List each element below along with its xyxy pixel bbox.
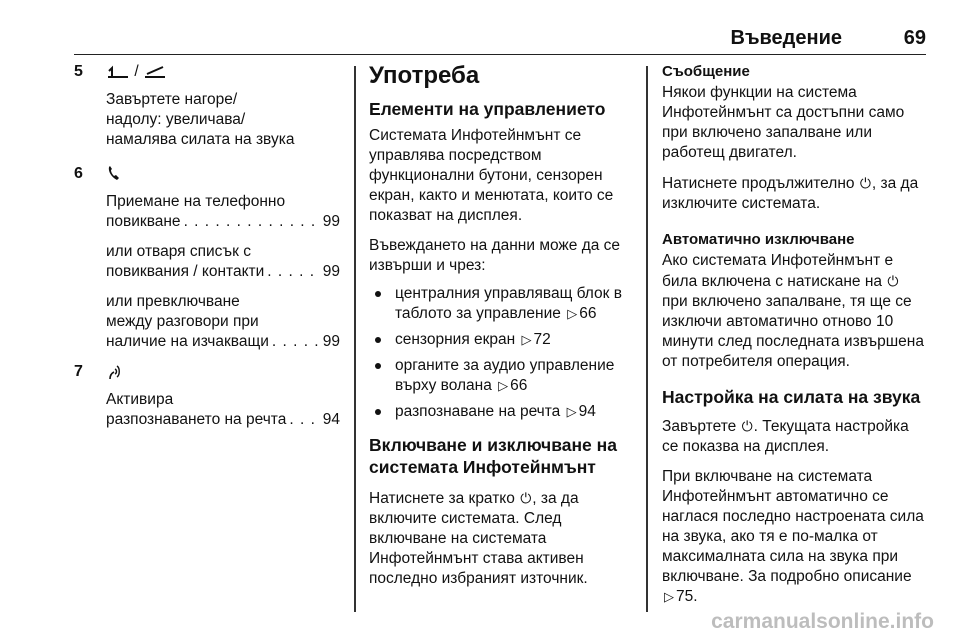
item-5-icons: [106, 62, 340, 84]
paragraph: Ако системата Инфотейнмънт е била включена с натискане на ⏻ при включено запалване, тя ще се изключи автоматично отново 10 минути след последната извършена от потребителя операция.: [662, 252, 924, 370]
item-number: 6: [74, 165, 83, 182]
note-box: [662, 62, 928, 163]
bullet-item: органите за аудио управление върху волана ▷ 66: [369, 356, 631, 396]
leader-dots: [267, 262, 319, 282]
bullet-item: разпознаване на речта ▷ 94: [369, 402, 631, 422]
column-divider-2: [646, 66, 648, 612]
page-ref-arrow-icon: ▷: [498, 378, 509, 393]
subsection-title: Елементи на управлението: [369, 99, 606, 119]
icon-separator: /: [134, 63, 139, 80]
subsection-title: Включване и изключване на системата Инфотейнмънт: [369, 435, 617, 477]
subsection-title: Настройка на силата на звука: [662, 387, 921, 407]
page-ref: 75.: [676, 588, 698, 605]
item-6-icons: [106, 164, 340, 186]
page-number: 69: [903, 27, 926, 49]
item-5: [74, 62, 340, 150]
paragraph: Натиснете продължително ⏻, за да изключите системата.: [662, 175, 919, 212]
page-ref-arrow-icon: ▷: [567, 306, 578, 321]
paragraph: Завъртете ⏻. Текущата настройка се показва на дисплея.: [662, 418, 909, 455]
page-ref-arrow-icon: ▷: [521, 332, 532, 347]
header-title: Въведение: [730, 27, 842, 49]
page-ref: 99: [322, 333, 340, 350]
page-ref: 99: [322, 263, 340, 280]
index-entry: Активира разпознаването на речта . . . 94: [106, 390, 340, 430]
note-title: Съобщение: [662, 63, 750, 80]
phone-icon: [106, 165, 122, 183]
item-7-icons: [106, 362, 340, 384]
power-knob-icon: ⏻: [520, 490, 532, 506]
page-ref: 72: [533, 331, 551, 348]
watermark: carmanualsonline.info: [711, 610, 934, 633]
section-title: Употреба: [369, 62, 480, 89]
index-entry: или отваря списък с повиквания / контакти . . . 99: [106, 242, 340, 282]
index-entry: Приемане на телефонно повикване . . . 99: [106, 192, 340, 232]
bullet-item: сензорния екран ▷ 72: [369, 330, 631, 350]
page-ref: 99: [322, 213, 340, 230]
call-accept-icon: [106, 64, 130, 80]
power-knob-icon: ⏻: [887, 273, 899, 289]
item-5-line: Завъртете нагоре/: [106, 91, 238, 108]
item-number: 5: [74, 63, 83, 80]
page-ref: 66: [579, 305, 597, 322]
item-6: [74, 164, 340, 352]
column-divider-1: [354, 66, 356, 612]
page-ref-arrow-icon: ▷: [566, 404, 577, 419]
paragraph: Въвеждането на данни може да се извърши и чрез:: [369, 237, 621, 274]
item-number: 7: [74, 363, 83, 380]
column-3: [662, 62, 928, 617]
paragraph: Натиснете за кратко ⏻, за да включите системата. След включване на системата Инфотейнмънт става активен последно избраният източник.: [369, 490, 588, 587]
page-ref: 94: [322, 411, 340, 428]
note-text: Някои функции на система Инфотейнмънт са достъпни само при включено запалване или работещ двигател.: [662, 84, 905, 161]
bullet-list: [369, 284, 631, 422]
power-knob-icon: ⏻: [741, 418, 753, 434]
item-5-line: надолу: увеличава/: [106, 111, 246, 128]
voice-recognition-icon: [106, 363, 124, 381]
item-5-line: намалява силата на звука: [106, 131, 295, 148]
page-header: [74, 24, 926, 55]
column-2: [369, 62, 631, 599]
power-knob-icon: ⏻: [859, 175, 871, 191]
leader-dots: [272, 332, 320, 352]
page-ref-arrow-icon: ▷: [664, 589, 674, 604]
page-ref: 94: [578, 403, 596, 420]
page-ref: 66: [510, 377, 528, 394]
paragraph: Системата Инфотейнмънт се управлява посредством функционални бутони, сензорен екран, както и менютата, които се показват на дисплея.: [369, 127, 614, 224]
subsection-title: Автоматично изключване: [662, 231, 855, 248]
paragraph: При включване на системата Инфотейнмънт автоматично се наглася последно настроената сила на звука, ако тя е по-малка от максималната сила на звука при включване. За подробно описание ▷ 75.: [662, 468, 924, 605]
index-entry: или превключване между разговори при наличие на изчакващи . . . 99: [106, 292, 340, 352]
leader-dots: [184, 212, 320, 232]
leader-dots: [289, 410, 319, 430]
item-7: [74, 362, 340, 430]
bullet-item: централния управляващ блок в таблото за управление ▷ 66: [369, 284, 631, 324]
call-reject-icon: [143, 64, 167, 80]
column-1: [74, 62, 340, 440]
